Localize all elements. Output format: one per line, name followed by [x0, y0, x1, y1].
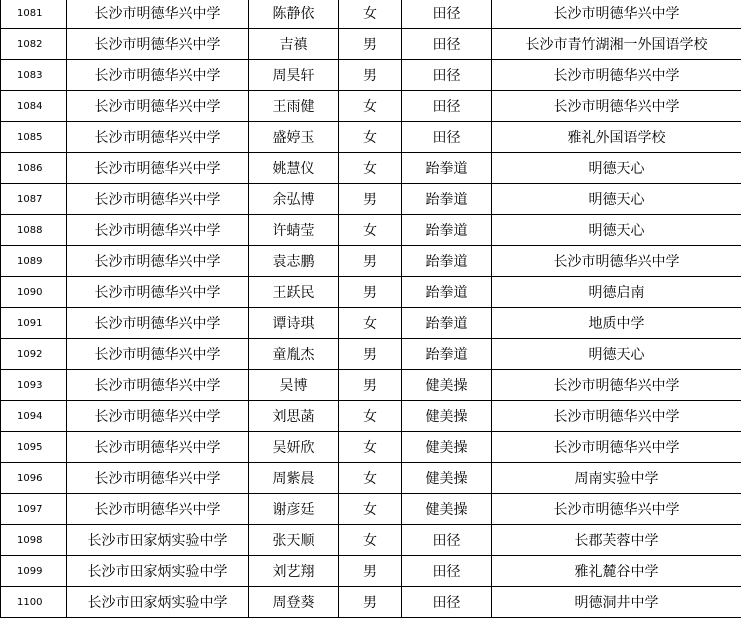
- cell-serial-number: 1092: [1, 339, 67, 370]
- cell-serial-number: 1082: [1, 29, 67, 60]
- cell-student-name: 刘艺翔: [249, 556, 339, 587]
- cell-origin-school: 明德天心: [492, 339, 741, 370]
- cell-sport: 跆拳道: [402, 153, 492, 184]
- cell-school: 长沙市田家炳实验中学: [67, 525, 249, 556]
- cell-serial-number: 1093: [1, 370, 67, 401]
- cell-school: 长沙市明德华兴中学: [67, 339, 249, 370]
- cell-origin-school: 长郡芙蓉中学: [492, 525, 741, 556]
- table-row: [1, 184, 741, 215]
- cell-sport: 田径: [402, 525, 492, 556]
- cell-serial-number: 1095: [1, 432, 67, 463]
- cell-school: 长沙市明德华兴中学: [67, 277, 249, 308]
- table-row: [1, 494, 741, 525]
- cell-student-name: 袁志鹏: [249, 246, 339, 277]
- cell-gender: 女: [339, 463, 402, 494]
- cell-gender: 女: [339, 122, 402, 153]
- cell-student-name: 吴妍欣: [249, 432, 339, 463]
- cell-sport: 田径: [402, 587, 492, 618]
- cell-student-name: 陈静依: [249, 0, 339, 29]
- cell-origin-school: 长沙市明德华兴中学: [492, 246, 741, 277]
- cell-sport: 田径: [402, 0, 492, 29]
- cell-school: 长沙市明德华兴中学: [67, 401, 249, 432]
- cell-school: 长沙市明德华兴中学: [67, 184, 249, 215]
- table-row: [1, 401, 741, 432]
- cell-student-name: 周紫晨: [249, 463, 339, 494]
- table-row: [1, 525, 741, 556]
- cell-student-name: 余弘博: [249, 184, 339, 215]
- table-row: [1, 432, 741, 463]
- cell-sport: 跆拳道: [402, 339, 492, 370]
- cell-serial-number: 1099: [1, 556, 67, 587]
- cell-origin-school: 明德天心: [492, 184, 741, 215]
- cell-student-name: 童胤杰: [249, 339, 339, 370]
- cell-sport: 跆拳道: [402, 215, 492, 246]
- table-row: [1, 122, 741, 153]
- cell-gender: 男: [339, 556, 402, 587]
- cell-gender: 男: [339, 370, 402, 401]
- cell-sport: 田径: [402, 122, 492, 153]
- cell-school: 长沙市明德华兴中学: [67, 370, 249, 401]
- cell-school: 长沙市明德华兴中学: [67, 432, 249, 463]
- cell-student-name: 刘思菡: [249, 401, 339, 432]
- cell-school: 长沙市明德华兴中学: [67, 494, 249, 525]
- cell-student-name: 谭诗琪: [249, 308, 339, 339]
- cell-sport: 跆拳道: [402, 184, 492, 215]
- cell-student-name: 谢彦廷: [249, 494, 339, 525]
- cell-student-name: 吉禛: [249, 29, 339, 60]
- cell-serial-number: 1090: [1, 277, 67, 308]
- cell-origin-school: 长沙市明德华兴中学: [492, 60, 741, 91]
- cell-gender: 女: [339, 308, 402, 339]
- cell-serial-number: 1087: [1, 184, 67, 215]
- cell-origin-school: 明德洞井中学: [492, 587, 741, 618]
- cell-school: 长沙市田家炳实验中学: [67, 587, 249, 618]
- cell-serial-number: 1096: [1, 463, 67, 494]
- table-row: [1, 277, 741, 308]
- cell-sport: 田径: [402, 29, 492, 60]
- cell-sport: 跆拳道: [402, 277, 492, 308]
- cell-school: 长沙市明德华兴中学: [67, 215, 249, 246]
- cell-origin-school: 明德天心: [492, 153, 741, 184]
- cell-origin-school: 雅礼麓谷中学: [492, 556, 741, 587]
- cell-student-name: 王雨健: [249, 91, 339, 122]
- cell-serial-number: 1088: [1, 215, 67, 246]
- table-row: [1, 556, 741, 587]
- cell-gender: 女: [339, 401, 402, 432]
- cell-student-name: 盛婷玉: [249, 122, 339, 153]
- cell-gender: 女: [339, 0, 402, 29]
- cell-gender: 男: [339, 60, 402, 91]
- cell-gender: 男: [339, 587, 402, 618]
- cell-gender: 女: [339, 91, 402, 122]
- cell-sport: 健美操: [402, 494, 492, 525]
- cell-serial-number: 1086: [1, 153, 67, 184]
- table-row: [1, 246, 741, 277]
- cell-origin-school: 长沙市明德华兴中学: [492, 401, 741, 432]
- cell-origin-school: 长沙市明德华兴中学: [492, 370, 741, 401]
- cell-origin-school: 长沙市明德华兴中学: [492, 91, 741, 122]
- table-body: [1, 0, 741, 618]
- table-row: [1, 153, 741, 184]
- cell-gender: 女: [339, 494, 402, 525]
- cell-school: 长沙市明德华兴中学: [67, 122, 249, 153]
- table-row: [1, 60, 741, 91]
- cell-sport: 跆拳道: [402, 308, 492, 339]
- table-row: [1, 215, 741, 246]
- cell-school: 长沙市明德华兴中学: [67, 60, 249, 91]
- table-row: [1, 463, 741, 494]
- table-row: [1, 0, 741, 29]
- cell-sport: 田径: [402, 60, 492, 91]
- cell-student-name: 王跃民: [249, 277, 339, 308]
- cell-sport: 健美操: [402, 463, 492, 494]
- cell-serial-number: 1084: [1, 91, 67, 122]
- cell-origin-school: 明德启南: [492, 277, 741, 308]
- cell-origin-school: 长沙市明德华兴中学: [492, 432, 741, 463]
- cell-gender: 男: [339, 277, 402, 308]
- cell-sport: 健美操: [402, 432, 492, 463]
- cell-school: 长沙市明德华兴中学: [67, 463, 249, 494]
- cell-school: 长沙市田家炳实验中学: [67, 556, 249, 587]
- cell-student-name: 张天顺: [249, 525, 339, 556]
- cell-origin-school: 明德天心: [492, 215, 741, 246]
- cell-school: 长沙市明德华兴中学: [67, 246, 249, 277]
- cell-serial-number: 1081: [1, 0, 67, 29]
- cell-sport: 田径: [402, 556, 492, 587]
- cell-serial-number: 1098: [1, 525, 67, 556]
- cell-serial-number: 1085: [1, 122, 67, 153]
- cell-origin-school: 雅礼外国语学校: [492, 122, 741, 153]
- cell-serial-number: 1094: [1, 401, 67, 432]
- cell-student-name: 周登葵: [249, 587, 339, 618]
- table-row: [1, 29, 741, 60]
- cell-serial-number: 1083: [1, 60, 67, 91]
- table-row: [1, 308, 741, 339]
- table-row: [1, 91, 741, 122]
- cell-origin-school: 长沙市青竹湖湘一外国语学校: [492, 29, 741, 60]
- cell-school: 长沙市明德华兴中学: [67, 308, 249, 339]
- cell-student-name: 周昊轩: [249, 60, 339, 91]
- cell-school: 长沙市明德华兴中学: [67, 91, 249, 122]
- cell-gender: 男: [339, 339, 402, 370]
- cell-student-name: 姚慧仪: [249, 153, 339, 184]
- table-row: [1, 370, 741, 401]
- cell-student-name: 吴博: [249, 370, 339, 401]
- cell-serial-number: 1091: [1, 308, 67, 339]
- cell-serial-number: 1089: [1, 246, 67, 277]
- cell-serial-number: 1097: [1, 494, 67, 525]
- table-row: [1, 339, 741, 370]
- cell-student-name: 许蜻莹: [249, 215, 339, 246]
- cell-gender: 男: [339, 184, 402, 215]
- cell-gender: 女: [339, 215, 402, 246]
- cell-origin-school: 地质中学: [492, 308, 741, 339]
- table-row: [1, 587, 741, 618]
- cell-serial-number: 1100: [1, 587, 67, 618]
- cell-origin-school: 长沙市明德华兴中学: [492, 0, 741, 29]
- cell-gender: 女: [339, 525, 402, 556]
- cell-origin-school: 周南实验中学: [492, 463, 741, 494]
- cell-sport: 健美操: [402, 370, 492, 401]
- cell-school: 长沙市明德华兴中学: [67, 29, 249, 60]
- cell-school: 长沙市明德华兴中学: [67, 0, 249, 29]
- cell-sport: 跆拳道: [402, 246, 492, 277]
- cell-gender: 女: [339, 432, 402, 463]
- cell-sport: 田径: [402, 91, 492, 122]
- cell-origin-school: 长沙市明德华兴中学: [492, 494, 741, 525]
- cell-gender: 女: [339, 153, 402, 184]
- cell-gender: 男: [339, 29, 402, 60]
- cell-school: 长沙市明德华兴中学: [67, 153, 249, 184]
- cell-gender: 男: [339, 246, 402, 277]
- cell-sport: 健美操: [402, 401, 492, 432]
